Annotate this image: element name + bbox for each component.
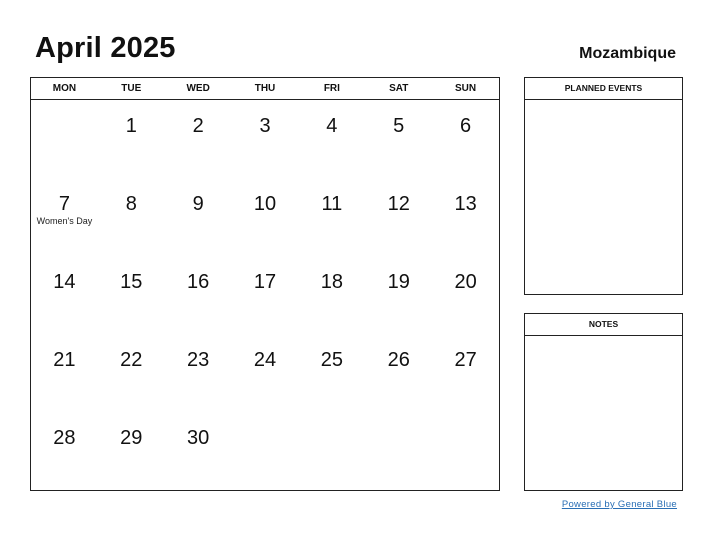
calendar-grid — [30, 77, 500, 491]
calendar-weeks — [31, 100, 499, 490]
day-cell — [165, 178, 232, 256]
day-number — [232, 426, 299, 450]
day-number: 11 — [321, 193, 343, 215]
day-cell — [365, 412, 432, 490]
day-cell — [365, 256, 432, 334]
weekday-tue: TUE — [121, 83, 142, 94]
day-cell — [298, 256, 365, 334]
day-number: 4 — [326, 115, 338, 137]
day-cell — [432, 334, 499, 412]
day-cell — [31, 256, 98, 334]
holiday-label: Women's Day — [36, 216, 93, 226]
day-number: 14 — [53, 271, 76, 293]
day-cell — [432, 256, 499, 334]
day-number: 7 — [58, 193, 70, 215]
day-cell — [165, 100, 232, 178]
planned-events-panel — [524, 77, 683, 295]
day-cell — [31, 412, 98, 490]
day-cell — [232, 256, 299, 334]
day-number: 21 — [53, 349, 76, 371]
day-cell — [98, 256, 165, 334]
day-number: 10 — [253, 193, 277, 215]
day-number — [31, 114, 98, 138]
day-number: 24 — [253, 349, 277, 371]
weekday-sun: SUN — [455, 83, 477, 94]
day-cell — [432, 178, 499, 256]
day-number: 30 — [187, 427, 210, 449]
day-number: 23 — [187, 349, 210, 371]
weekday-fri: FRI — [323, 83, 340, 94]
day-number: 22 — [120, 349, 143, 371]
day-cell — [98, 100, 165, 178]
day-number: 18 — [320, 271, 343, 293]
day-cell — [365, 100, 432, 178]
day-cell — [31, 334, 98, 412]
day-cell — [232, 334, 299, 412]
day-cell — [31, 100, 98, 178]
day-number: 6 — [460, 115, 472, 137]
weekday-mon: MON — [52, 83, 77, 94]
day-cell — [98, 412, 165, 490]
day-number: 15 — [120, 271, 143, 293]
day-number: 12 — [387, 193, 410, 215]
day-number: 19 — [387, 271, 410, 293]
week-row — [31, 412, 499, 490]
weekday-sat: SAT — [389, 83, 409, 94]
day-cell — [365, 178, 432, 256]
day-number: 2 — [192, 115, 204, 137]
day-cell — [232, 412, 299, 490]
day-cell — [31, 178, 98, 256]
day-cell — [165, 334, 232, 412]
day-cell — [98, 178, 165, 256]
notes-panel — [524, 313, 683, 491]
planned-events-header: PLANNED EVENTS — [525, 78, 682, 100]
day-cell — [232, 178, 299, 256]
day-cell — [298, 178, 365, 256]
day-cell — [232, 100, 299, 178]
day-number: 9 — [192, 193, 204, 215]
day-number: 25 — [320, 349, 343, 371]
day-number — [365, 426, 432, 450]
day-number — [432, 426, 499, 450]
week-row — [31, 334, 499, 412]
day-cell — [365, 334, 432, 412]
weekday-thu: THU — [254, 83, 276, 94]
week-row — [31, 178, 499, 256]
powered-by-link[interactable]: Powered by General Blue — [561, 499, 677, 510]
day-cell — [298, 334, 365, 412]
page-title: April 2025 — [35, 32, 176, 64]
week-row — [31, 100, 499, 178]
day-number: 13 — [454, 193, 477, 215]
notes-header: NOTES — [525, 314, 682, 336]
day-number: 16 — [187, 271, 210, 293]
day-number: 20 — [454, 271, 477, 293]
day-cell — [165, 412, 232, 490]
day-cell — [165, 256, 232, 334]
day-number: 5 — [393, 115, 405, 137]
day-cell — [432, 100, 499, 178]
day-cell — [98, 334, 165, 412]
country-label: Mozambique — [579, 45, 676, 62]
day-number: 29 — [120, 427, 143, 449]
weekday-header-row — [31, 78, 499, 100]
day-number: 28 — [53, 427, 76, 449]
day-cell — [298, 100, 365, 178]
day-number: 3 — [259, 115, 271, 137]
day-cell — [298, 412, 365, 490]
week-row — [31, 256, 499, 334]
day-number: 1 — [125, 115, 137, 137]
day-number — [298, 426, 365, 450]
day-number: 26 — [387, 349, 410, 371]
day-number: 17 — [253, 271, 277, 293]
day-cell — [432, 412, 499, 490]
day-number: 27 — [454, 349, 477, 371]
day-number: 8 — [125, 193, 137, 215]
weekday-wed: WED — [186, 83, 210, 94]
